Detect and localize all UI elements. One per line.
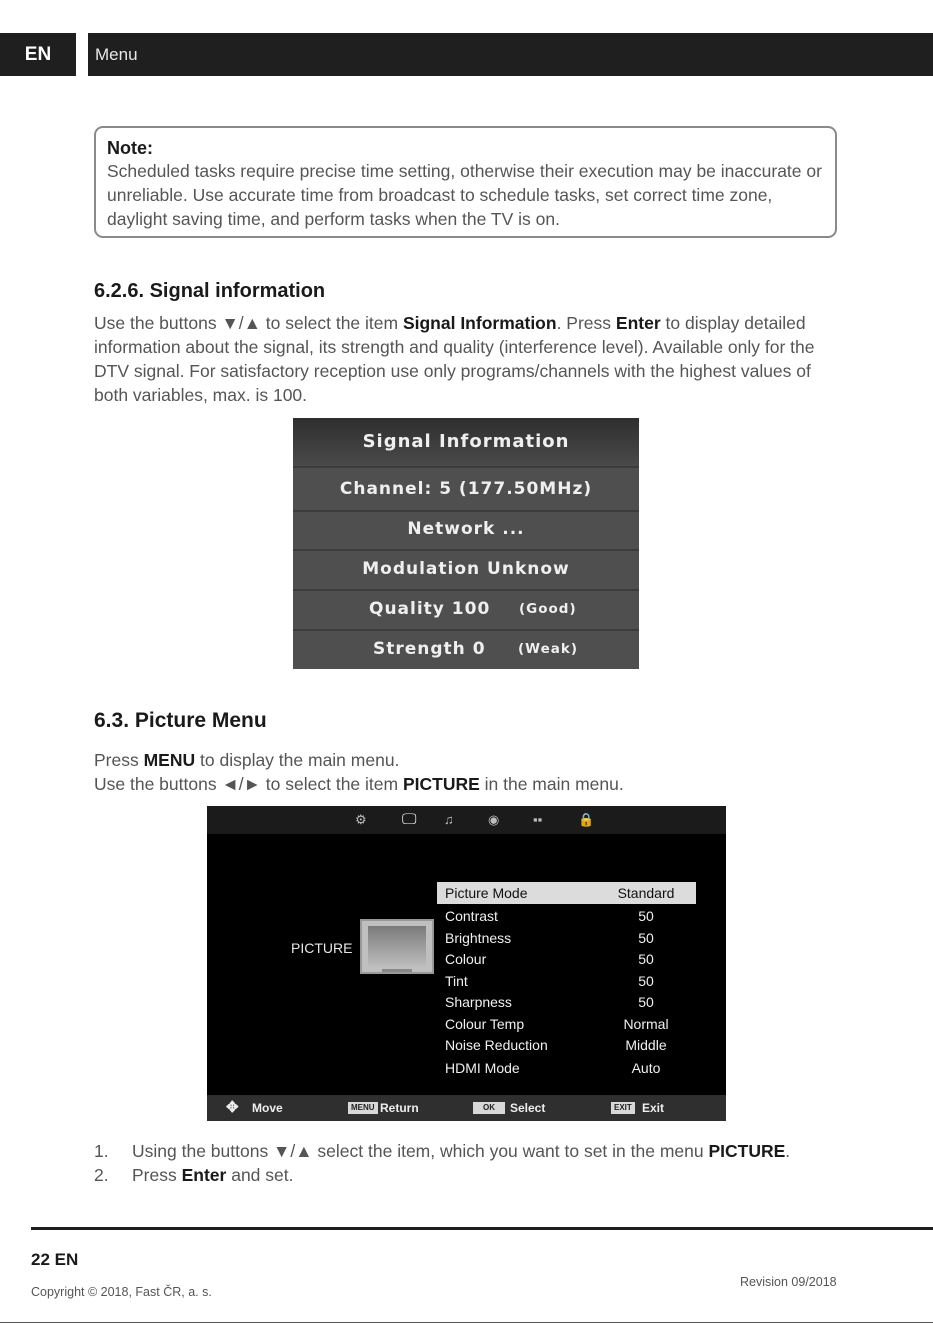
section-heading-picture-menu: 6.3. Picture Menu (94, 709, 267, 732)
signal-panel-title: Signal Information (293, 418, 639, 466)
picture-menu-line-1: Press MENU to display the main menu. (94, 750, 400, 770)
signal-info-paragraph: Use the buttons ▼/▲ to select the item Signal Information. Press Enter to display detailed information about the signal, its strength and quality (interference level). Available only for the DTV signal. For satisfactory reception use only programs/channels with the highest values of both variables, max. is 100. (94, 313, 815, 405)
signal-channel: Channel: 5 (177.50MHz) (339, 479, 593, 499)
note-box (94, 126, 837, 238)
footer-divider (31, 1227, 933, 1230)
menu-item-brightness[interactable]: Brightness 50 (445, 930, 654, 946)
step-2-number: 2. (94, 1165, 109, 1185)
section-heading-signal-information: 6.2.6. Signal information (94, 280, 326, 302)
note-text: Scheduled tasks require precise time setting, otherwise their execution may be inaccurate or unreliable. Use accurate time from broadcast to schedule tasks, set correct time zone, daylight saving time, and perform tasks when the TV is on. (107, 161, 822, 229)
grid-icon: ▪▪ (533, 812, 543, 827)
menu-icon-bar (207, 806, 726, 834)
menu-footer-bar (207, 1095, 726, 1121)
menu-item-colour[interactable]: Colour 50 (445, 951, 654, 967)
signal-network: Network ... (407, 519, 525, 539)
signal-strength: Strength 0 (373, 639, 486, 659)
step-2-text: Press Enter and set. (132, 1165, 294, 1185)
exit-key-icon: EXIT (611, 1102, 635, 1114)
select-hint: Select (510, 1101, 546, 1115)
page-number: 22 EN (31, 1250, 79, 1269)
revision: Revision 09/2018 (740, 1275, 837, 1289)
return-hint: Return (380, 1101, 419, 1115)
language-tab: EN (0, 33, 76, 76)
signal-strength-tag: (Weak) (518, 641, 578, 657)
page-bottom-line (0, 1322, 933, 1323)
step-1-text: Using the buttons ▼/▲ select the item, which you want to set in the menu PICTURE. (132, 1141, 791, 1161)
menu-item-sharpness[interactable]: Sharpness 50 (445, 994, 654, 1010)
copyright: Copyright © 2018, Fast ČR, a. s. (31, 1285, 212, 1299)
signal-information-panel (293, 418, 639, 669)
section-header: Menu (88, 33, 933, 76)
menu-item-hdmi-mode[interactable]: HDMI Mode Auto (445, 1060, 661, 1076)
menu-key-icon: MENU (348, 1102, 378, 1114)
tv-icon: 🖵 (402, 811, 417, 828)
music-icon: ♫ (444, 812, 454, 827)
signal-quality: Quality 100 (369, 599, 491, 619)
step-1-number: 1. (94, 1141, 109, 1161)
settings-icon: ⚙ (355, 812, 367, 827)
picture-menu-line-2: Use the buttons ◄/► to select the item PICTURE in the main menu. (94, 774, 624, 794)
ok-key-icon: OK (473, 1102, 505, 1114)
lock-icon: 🔒 (578, 812, 595, 827)
note-title: Note: (107, 138, 153, 158)
menu-item-colour-temp[interactable]: Colour Temp Normal (445, 1016, 669, 1032)
move-hint: Move (252, 1101, 283, 1115)
exit-hint: Exit (642, 1101, 665, 1115)
clock-icon: ◉ (488, 812, 500, 827)
signal-quality-tag: (Good) (519, 601, 577, 617)
menu-item-contrast[interactable]: Contrast 50 (445, 908, 654, 924)
picture-menu-screenshot (207, 806, 726, 1121)
tv-icon (360, 919, 434, 974)
signal-modulation: Modulation Unknow (362, 559, 570, 579)
move-arrows-icon: ✥ (226, 1099, 239, 1116)
menu-item-tint[interactable]: Tint 50 (445, 973, 654, 989)
menu-item-noise-reduction[interactable]: Noise Reduction Middle (445, 1037, 667, 1053)
picture-label: PICTURE (291, 940, 353, 956)
menu-item-picture-mode[interactable]: Picture Mode Standard (437, 882, 696, 904)
